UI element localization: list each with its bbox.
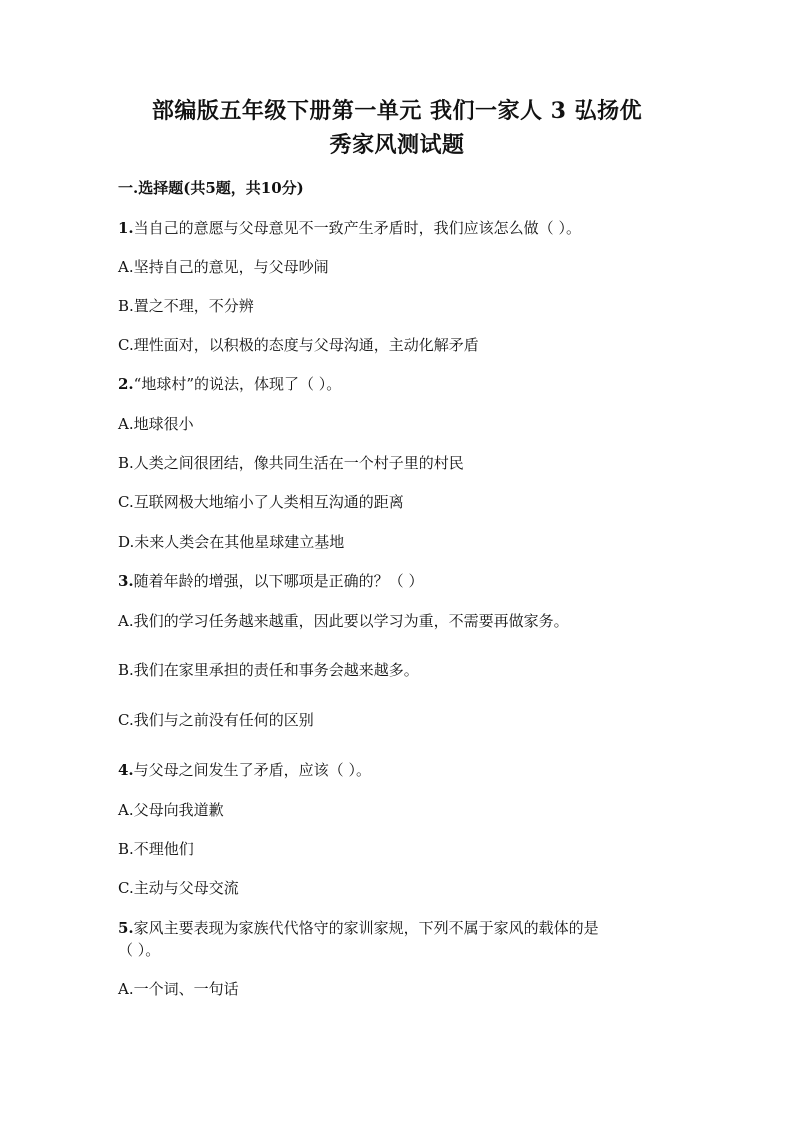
question-1 <box>118 218 581 238</box>
question-number: 2. <box>118 375 134 393</box>
question-5-continuation: （ ）。 <box>118 941 161 959</box>
question-number: 3. <box>118 572 134 590</box>
question-number: 1. <box>118 219 134 237</box>
q1-option-b: B.置之不理，不分辨 <box>118 297 254 315</box>
q3-option-c: C.我们与之前没有任何的区别 <box>118 711 314 729</box>
q1-option-c: C.理性面对，以积极的态度与父母沟通，主动化解矛盾 <box>118 336 479 354</box>
q2-option-d: D.未来人类会在其他星球建立基地 <box>118 533 345 551</box>
question-stem: 与父母之间发生了矛盾，应该（ ）。 <box>133 761 371 779</box>
question-3 <box>118 571 423 591</box>
document-title-line-1: 部编版五年级下册第一单元 我们一家人 3 弘扬优 <box>151 98 643 124</box>
q4-option-c: C.主动与父母交流 <box>118 879 239 897</box>
question-4 <box>118 760 371 780</box>
question-number: 4. <box>118 761 134 779</box>
question-number: 5. <box>118 919 134 937</box>
q3-option-a: A.我们的学习任务越来越重，因此要以学习为重，不需要再做家务。 <box>118 612 569 630</box>
q4-option-b: B.不理他们 <box>118 840 194 858</box>
q2-option-c: C.互联网极大地缩小了人类相互沟通的距离 <box>118 493 404 511</box>
question-stem: 当自己的意愿与父母意见不一致产生矛盾时，我们应该怎么做（ ）。 <box>133 219 581 237</box>
q3-option-b: B.我们在家里承担的责任和事务会越来越多。 <box>118 661 419 679</box>
q2-option-a: A.地球很小 <box>118 415 194 433</box>
question-5 <box>118 918 599 938</box>
q5-option-a: A.一个词、一句话 <box>118 980 239 998</box>
question-2 <box>118 374 341 394</box>
q2-option-b: B.人类之间很团结，像共同生活在一个村子里的村民 <box>118 454 464 472</box>
q1-option-a: A.坚持自己的意见，与父母吵闹 <box>118 258 329 276</box>
section-heading: 一.选择题(共5题，共10分) <box>118 179 304 197</box>
question-stem: “地球村”的说法，体现了（ ）。 <box>133 375 342 393</box>
q4-option-a: A.父母向我道歉 <box>118 801 224 819</box>
question-stem: 家风主要表现为家族代代恪守的家训家规，下列不属于家风的载体的是 <box>133 919 599 937</box>
document-title-line-2: 秀家风测试题 <box>329 132 465 158</box>
question-stem: 随着年龄的增强，以下哪项是正确的？（ ） <box>133 572 424 590</box>
